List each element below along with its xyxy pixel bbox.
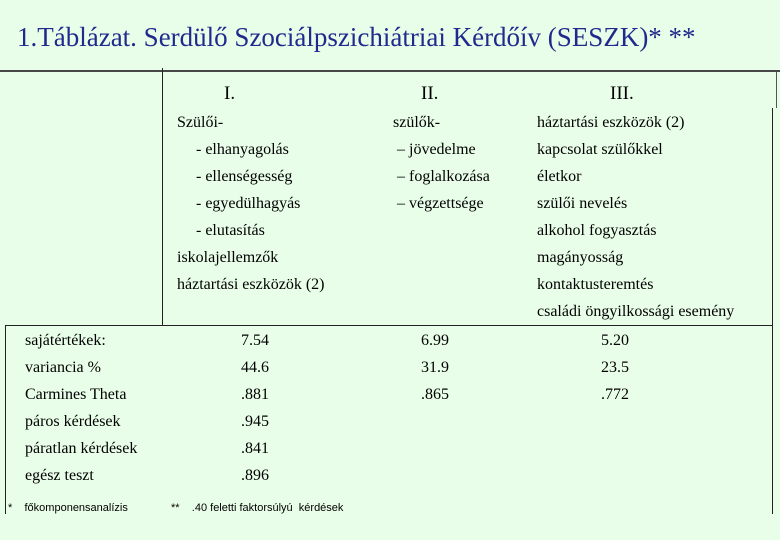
stats-value: 5.20 bbox=[601, 332, 629, 349]
column-heading-2: II. bbox=[421, 83, 439, 104]
stats-value: .772 bbox=[601, 386, 629, 403]
stats-row-label: egész teszt bbox=[25, 467, 94, 484]
factor1-item: - elutasítás bbox=[196, 222, 265, 239]
factor2-item: – végzettsége bbox=[397, 195, 484, 212]
factor2-item: – jövedelme bbox=[397, 141, 476, 158]
stats-value: 23.5 bbox=[601, 359, 629, 376]
stats-value: 31.9 bbox=[421, 359, 449, 376]
table-border-left-upper bbox=[162, 68, 163, 326]
factor1-item: - ellenségesség bbox=[196, 168, 293, 185]
footnote-principal-components: * főkomponensanalízis bbox=[8, 502, 128, 514]
stats-row-label: sajátértékek: bbox=[25, 332, 106, 349]
stats-row-label: páros kérdések bbox=[25, 413, 121, 430]
stats-value: .881 bbox=[241, 386, 269, 403]
factor3-item: alkohol fogyasztás bbox=[537, 222, 657, 239]
factor3-item: életkor bbox=[537, 168, 582, 185]
table-border-right bbox=[772, 108, 773, 514]
factor2-item: szülők- bbox=[393, 114, 441, 131]
stats-value: 7.54 bbox=[241, 332, 269, 349]
column-heading-3: III. bbox=[610, 83, 634, 104]
title-divider bbox=[0, 70, 780, 72]
factor1-item: - egyedülhagyás bbox=[196, 195, 301, 212]
factor3-item: szülői nevelés bbox=[537, 195, 628, 212]
stats-value: .841 bbox=[241, 440, 269, 457]
column-heading-1: I. bbox=[224, 83, 236, 104]
factor2-item: – foglalkozása bbox=[397, 168, 490, 185]
factor3-item: kapcsolat szülőkkel bbox=[537, 141, 663, 158]
stats-value: 44.6 bbox=[241, 359, 269, 376]
stats-row-label: variancia % bbox=[25, 359, 101, 376]
stats-border-top bbox=[5, 325, 773, 326]
factor1-item: Szülői- bbox=[177, 114, 224, 131]
footnote-loading-threshold: ** .40 feletti faktorsúlyú kérdések bbox=[171, 502, 344, 514]
factor1-item: háztartási eszközök (2) bbox=[177, 276, 325, 293]
factor3-item: háztartási eszközök (2) bbox=[537, 114, 685, 131]
stats-value: .865 bbox=[421, 386, 449, 403]
factor3-item: családi öngyilkossági esemény bbox=[537, 303, 735, 320]
stats-row-label: Carmines Theta bbox=[25, 386, 127, 403]
stats-row-label: páratlan kérdések bbox=[25, 440, 138, 457]
stats-value: 6.99 bbox=[421, 332, 449, 349]
factor3-item: magányosság bbox=[537, 249, 624, 266]
stats-border-left bbox=[5, 325, 6, 514]
factor1-item: - elhanyagolás bbox=[196, 141, 289, 158]
top-right-border bbox=[776, 72, 777, 108]
stats-value: .945 bbox=[241, 413, 269, 430]
page-title: 1.Táblázat. Serdülő Szociálpszichiátriai Kérdőív (SESZK)* ** bbox=[17, 22, 696, 52]
factor3-item: kontaktusteremtés bbox=[537, 276, 654, 293]
factor1-item: iskolajellemzők bbox=[177, 249, 279, 266]
stats-value: .896 bbox=[241, 467, 269, 484]
